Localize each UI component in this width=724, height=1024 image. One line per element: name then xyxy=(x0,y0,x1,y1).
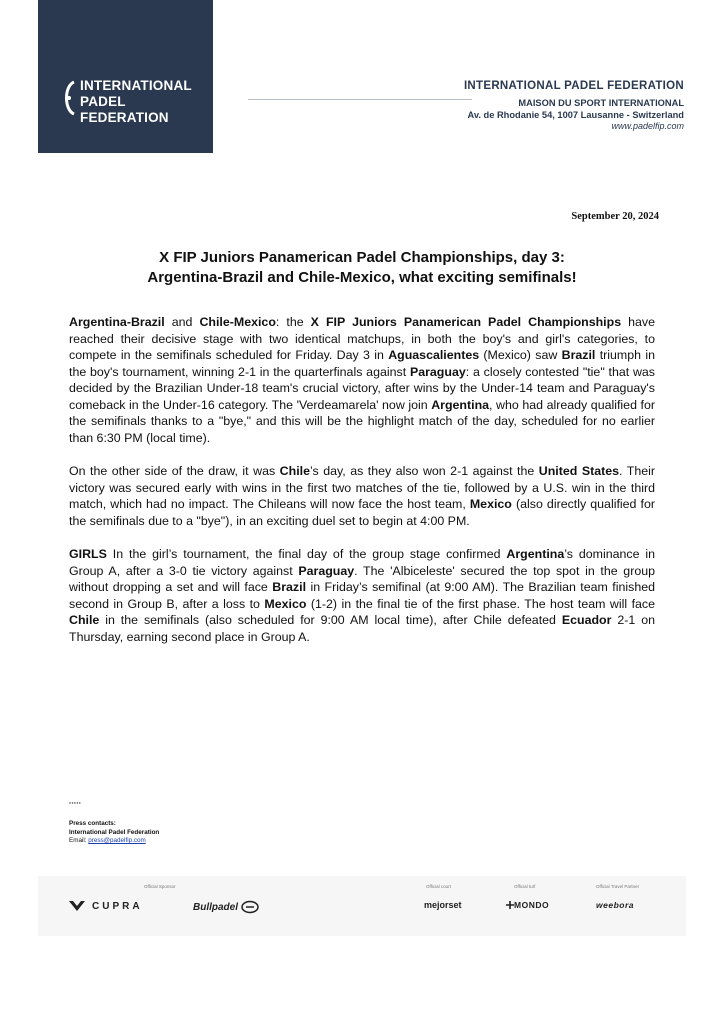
bold-run: Brazil xyxy=(561,348,596,362)
sponsor-mejorset xyxy=(424,900,462,910)
separator: ***** xyxy=(69,802,82,808)
website-link[interactable]: www.padelfip.com xyxy=(611,121,684,131)
sponsor-mondo xyxy=(506,900,549,910)
text-run: 2-1 on Thursday, earning second place in Group A. xyxy=(69,613,655,644)
paragraph xyxy=(69,314,655,446)
bold-run: Argentina xyxy=(506,547,565,561)
caption-official-travel: Official Travel Partner xyxy=(596,884,640,889)
press-contacts xyxy=(69,820,159,846)
logo-line-2: PADEL xyxy=(80,94,126,109)
weebora-wordmark: weebora xyxy=(596,900,634,910)
text-run: : the xyxy=(275,315,311,329)
bold-run: Mexico xyxy=(469,497,512,511)
bold-run: X FIP Juniors Panamerican Padel Championships xyxy=(310,315,622,329)
bold-run: Argentina-Brazil xyxy=(69,315,165,329)
text-run: On the other side of the draw, it was xyxy=(69,464,280,478)
bold-run: GIRLS xyxy=(69,547,107,561)
caption-official-court: Official court xyxy=(426,884,451,889)
mondo-wordmark: MONDO xyxy=(514,900,550,910)
text-run: ’s dominance in Group A, after a 3-0 tie victory against xyxy=(69,547,656,578)
text-run: and xyxy=(164,315,200,329)
contacts-email-row xyxy=(69,837,159,846)
article-body xyxy=(69,314,655,662)
bold-run: Paraguay xyxy=(409,364,466,379)
press-title xyxy=(60,248,664,288)
caption-official-sponsor: Official Sponsor xyxy=(144,884,176,889)
text-run: (also directly qualified for the semifinals due to a "bye"), in an exciting duel set to begin at 4:00 PM. xyxy=(69,497,655,528)
text-run: (Mexico) saw xyxy=(479,348,562,362)
press-date: September 20, 2024 xyxy=(571,211,659,222)
logo-line-3: FEDERATION xyxy=(80,110,169,125)
cupra-wordmark: CUPRA xyxy=(92,900,143,912)
logo-line-1: INTERNATIONAL xyxy=(80,78,192,93)
sponsor-weebora xyxy=(596,900,634,910)
bold-run: Mexico xyxy=(264,596,307,611)
text-run: : a closely contested "tie" that was decided by the Brazilian Under-18 team's crucial victory, after wins by the Under-14 team and Paraguay's comeback in the Under-16 category. The 'Verdeamarela' now join xyxy=(69,364,655,412)
header-divider xyxy=(248,99,472,100)
sponsor-bullpadel xyxy=(193,900,260,914)
title-line-2: Argentina-Brazil and Chile-Mexico, what exciting semifinals! xyxy=(147,269,577,286)
sponsor-cupra xyxy=(68,900,143,912)
address-line-2: Av. de Rhodanie 54, 1007 Lausanne - Switzerland xyxy=(467,110,684,120)
text-run: in the semifinals (also scheduled for 9:00 AM local time), after Chile defeated xyxy=(99,613,562,627)
bullpadel-icon xyxy=(240,900,260,914)
text-run: triumph in the boy's tournament, winning 2-1 in the quarterfinals against xyxy=(69,348,655,379)
bold-run: Paraguay xyxy=(298,563,355,578)
bold-run: Chile xyxy=(69,613,100,627)
caption-official-turf: Official turf xyxy=(514,884,536,889)
text-run: in Friday’s semifinal (at 9:00 AM). The Brazilian team finished second in Group B, after a loss to xyxy=(69,580,655,611)
paragraph xyxy=(69,546,655,645)
logo-wordmark xyxy=(80,78,192,126)
bullpadel-wordmark: Bullpadel xyxy=(193,901,239,913)
email-link[interactable]: press@padelfip.com xyxy=(88,837,146,844)
bold-run: Argentina xyxy=(431,397,490,412)
bold-run: United States xyxy=(538,464,620,478)
bold-run: Chile xyxy=(279,464,310,478)
paragraph xyxy=(69,463,655,529)
cupra-icon xyxy=(68,900,86,912)
title-line-1: X FIP Juniors Panamerican Padel Championships, day 3: xyxy=(159,249,565,266)
email-label: Email: xyxy=(69,837,89,844)
text-run: . Their victory was secured early with wins in the first two matches of the tie, followed by a U.S. win in the third match, which had no impact. The Chileans will now face the host team, xyxy=(69,464,655,511)
text-run: ’s day, as they also won 2-1 against the xyxy=(309,464,539,478)
text-run: , who had already qualified for the semifinals thanks to a "bye," and this will be the highlight match of the day, scheduled for no earlier than 6:30 PM (local time). xyxy=(69,397,655,445)
contacts-label: Press contacts: xyxy=(69,820,116,827)
text-run: . The 'Albiceleste' secured the top spot in the group without dropping a set and will face xyxy=(69,563,655,594)
org-name: INTERNATIONAL PADEL FEDERATION xyxy=(463,80,684,92)
fip-logo-icon xyxy=(60,80,76,116)
bold-run: Aguascalientes xyxy=(388,348,480,362)
bold-run: Ecuador xyxy=(561,613,612,627)
text-run: have reached their decisive stage with two identical matchups, in both the boy's and girl's categories, to compete in the semifinals scheduled for Friday. Day 3 in xyxy=(69,315,656,362)
contacts-org: International Padel Federation xyxy=(69,828,160,836)
mondo-icon xyxy=(506,901,514,909)
bold-run: Brazil xyxy=(272,580,307,594)
header-letterhead xyxy=(464,80,684,131)
mejorset-wordmark: mejorset xyxy=(424,900,462,910)
text-run: (1-2) in the final tie of the first phase. The host team will face xyxy=(306,596,656,611)
sponsor-footer xyxy=(38,876,686,936)
bold-run: Chile-Mexico xyxy=(199,315,276,329)
text-run: In the girl’s tournament, the final day of the group stage confirmed xyxy=(106,547,507,561)
address-line-1: MAISON DU SPORT INTERNATIONAL xyxy=(518,98,684,108)
header-logo-block xyxy=(38,0,213,153)
